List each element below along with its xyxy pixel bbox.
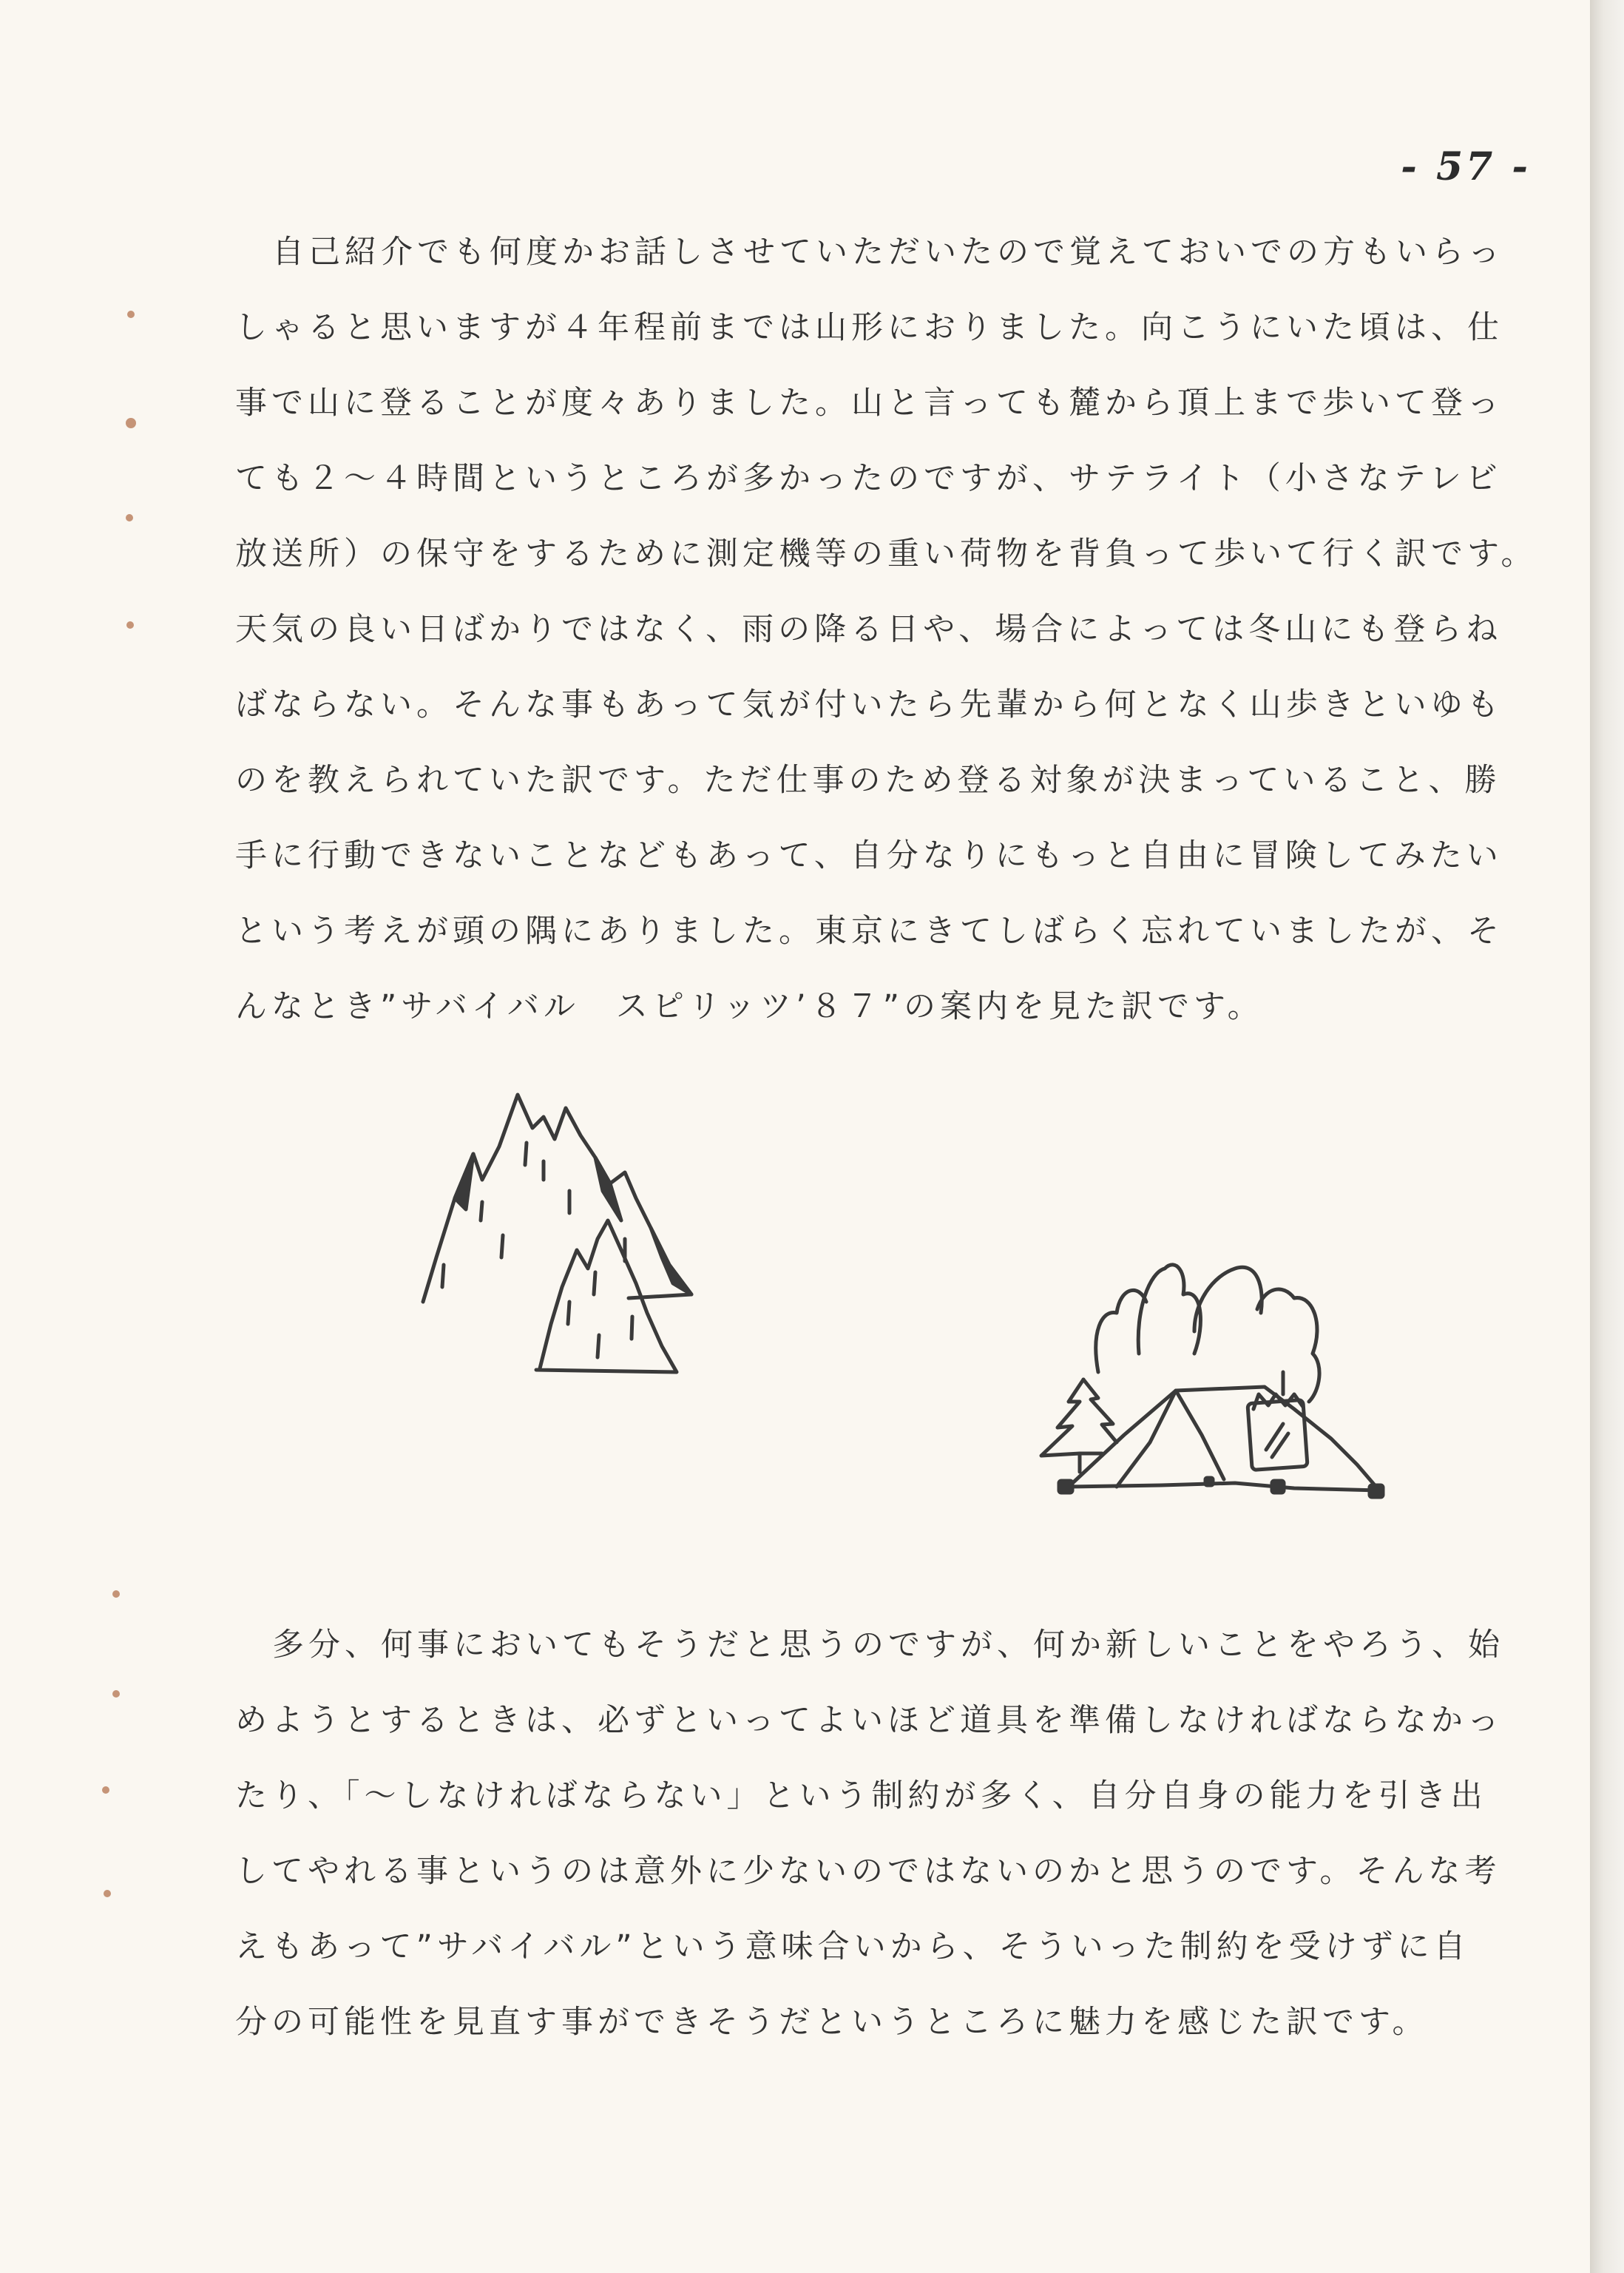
paragraph-line: 分の可能性を見直す事ができそうだというところに魅力を感じた訳です。: [235, 2004, 1429, 2041]
paragraph-line: 多分、何事においてもそうだと思うのですが、何か新しいことをやろう、始: [272, 1627, 1504, 1664]
paragraph-line: ても２～４時間というところが多かったのですが、サテライト（小さなテレビ: [235, 460, 1502, 497]
punch-hole-mark: [126, 621, 134, 629]
paragraph-line: ばならない。そんな事もあって気が付いたら先輩から何となく山歩きといゆも: [235, 686, 1503, 723]
page-edge-shadow: [1590, 0, 1624, 2273]
paragraph-line: という考えが頭の隅にありました。東京にきてしばらく忘れていましたが、そ: [235, 913, 1503, 950]
punch-hole-mark: [104, 1890, 111, 1897]
paragraph-line: してやれる事というのは意外に少ないのではないのかと思うのです。そんな考: [235, 1853, 1501, 1890]
paragraph-line: 手に行動できないことなどもあって、自分なりにもっと自由に冒険してみたい: [235, 837, 1503, 874]
paragraph-line: 放送所）の保守をするために測定機等の重い荷物を背負って歩いて行く訳です。: [235, 536, 1537, 573]
paragraph-line: 天気の良い日ばかりではなく、雨の降る日や、場合によっては冬山にも登らね: [235, 611, 1503, 648]
paragraph-line: しゃると思いますが４年程前までは山形におりました。向こうにいた頃は、仕: [235, 309, 1503, 346]
punch-hole-mark: [102, 1786, 109, 1794]
punch-hole-mark: [126, 514, 133, 521]
paragraph-2: [235, 1607, 1537, 2060]
paragraph-line: 事で山に登ることが度々ありました。山と言っても麓から頂上まで歩いて登っ: [235, 385, 1503, 422]
punch-hole-mark: [112, 1590, 120, 1598]
punch-hole-mark: [127, 311, 135, 318]
paragraph-line: たり、「～しなければならない」という制約が多く、自分自身の能力を引き出: [235, 1777, 1487, 1814]
punch-hole-mark: [112, 1690, 120, 1698]
punch-hole-mark: [126, 418, 136, 428]
paragraph-1: [235, 215, 1537, 1044]
paragraph-line: んなとき”サバイバル スピリッツ’８７”の案内を見た訳です。: [235, 988, 1264, 1025]
page-number: - 57 -: [1401, 144, 1531, 189]
mountains-icon: [414, 1080, 813, 1383]
tent-and-trees-icon: [1028, 1243, 1420, 1531]
paragraph-line: のを教えられていた訳です。ただ仕事のため登る対象が決まっていること、勝: [235, 762, 1501, 799]
paragraph-line: えもあって”サバイバル”という意味合いから、そういった制約を受けずに自: [235, 1928, 1470, 1965]
paragraph-line: めようとするときは、必ずといってよいほど道具を準備しなければならなかっ: [235, 1702, 1503, 1739]
paragraph-line: 自己紹介でも何度かお話しさせていただいたので覚えておいでの方もいらっ: [272, 234, 1504, 271]
